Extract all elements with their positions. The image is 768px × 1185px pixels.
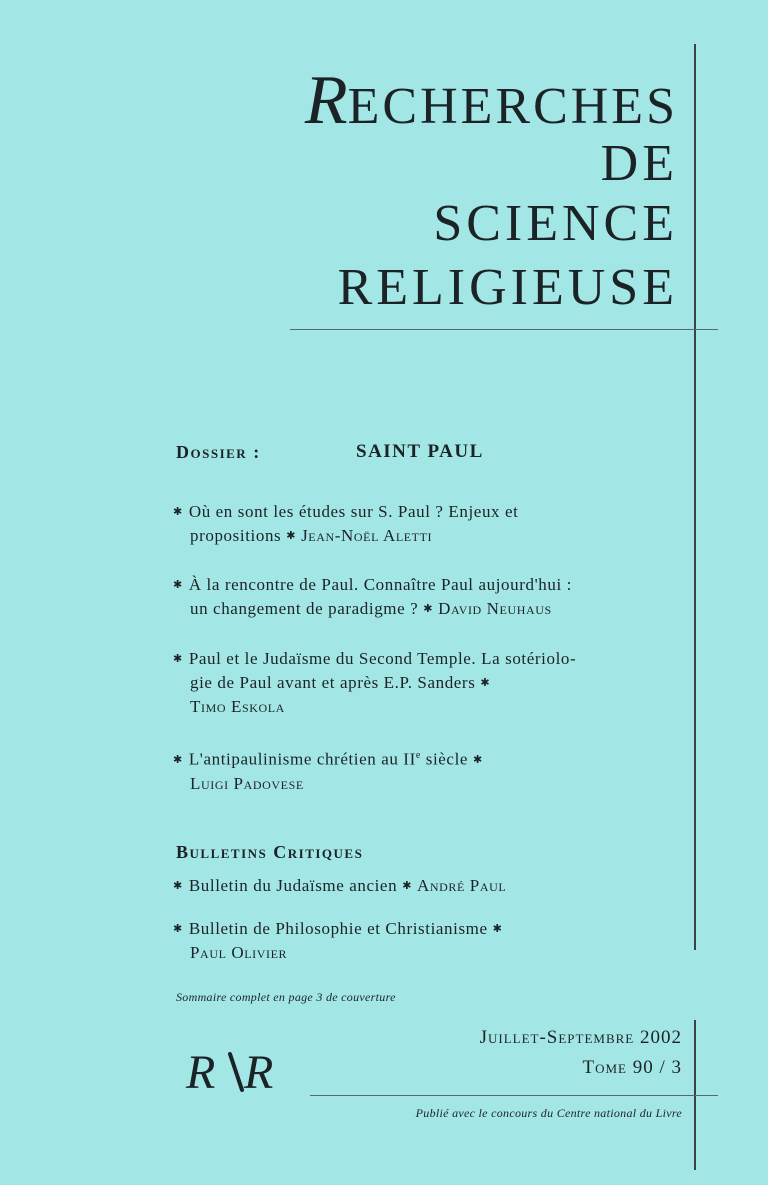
- article-2-line-1: À la rencontre de Paul. Connaître Paul aujourd'hui :: [188, 575, 572, 594]
- star-bullet-icon: ✱: [173, 753, 183, 766]
- svg-text:R: R: [186, 1046, 216, 1099]
- article-1-author: Jean-Noël Aletti: [301, 526, 433, 545]
- article-3-line-2: gie de Paul avant et après E.P. Sanders: [190, 673, 476, 692]
- journal-title-line-1: [304, 62, 678, 139]
- article-2-author: David Neuhaus: [438, 599, 552, 618]
- bulletin-2: [173, 917, 653, 965]
- article-4-line-1-end: siècle: [425, 749, 469, 769]
- article-3-author: Timo Eskola: [190, 697, 285, 716]
- issue-date: Juillet-Septembre 2002: [479, 1027, 682, 1048]
- issue-tome: Tome 90 / 3: [582, 1057, 682, 1078]
- article-2-line-2: un changement de paradigme ?: [190, 599, 419, 618]
- star-bullet-icon: ✱: [173, 923, 183, 935]
- star-bullet-icon: ✱: [173, 506, 183, 518]
- dossier-label: Dossier :: [176, 442, 261, 462]
- journal-title-line-3: SCIENCE: [433, 195, 678, 252]
- star-bullet-icon: ✱: [402, 880, 413, 892]
- star-bullet-icon: ✱: [423, 603, 434, 615]
- title-line-1-rest: ECHERCHES: [347, 78, 678, 135]
- vertical-rule-top: [694, 44, 696, 950]
- issue-underline: [310, 1095, 718, 1096]
- journal-title-line-2: DE: [600, 135, 678, 192]
- article-4-sup: e: [415, 750, 421, 761]
- publisher-note: Publié avec le concours du Centre national du Livre: [415, 1106, 682, 1120]
- bulletin-2-author: Paul Olivier: [190, 943, 288, 962]
- bulletin-2-title: Bulletin de Philosophie et Christianisme: [188, 919, 488, 938]
- svg-text:R: R: [244, 1046, 274, 1099]
- star-bullet-icon: ✱: [473, 753, 483, 766]
- summary-note: Sommaire complet en page 3 de couverture: [176, 990, 396, 1004]
- star-bullet-icon: ✱: [286, 530, 297, 542]
- bulletin-1-title: Bulletin du Judaïsme ancien: [188, 876, 398, 895]
- article-4-author: Luigi Padovese: [190, 773, 304, 793]
- journal-title-line-4: RELIGIEUSE: [337, 259, 678, 316]
- article-1-line-2: propositions: [190, 526, 282, 545]
- star-bullet-icon: ✱: [480, 677, 491, 689]
- article-1-line-1: Où en sont les études sur S. Paul ? Enjeux et: [188, 502, 519, 521]
- rsr-logo: [182, 1040, 312, 1102]
- star-bullet-icon: ✱: [173, 653, 183, 665]
- bulletins-label: Bulletins Critiques: [176, 842, 364, 862]
- article-2: [173, 573, 653, 621]
- star-bullet-icon: ✱: [492, 923, 503, 935]
- article-3-line-1: Paul et le Judaïsme du Second Temple. La sotériolo-: [188, 649, 577, 668]
- article-1: [173, 500, 653, 548]
- dossier-title: SAINT PAUL: [356, 441, 484, 462]
- star-bullet-icon: ✱: [173, 880, 183, 892]
- article-4: [173, 744, 653, 796]
- article-4-line-1: L'antipaulinisme chrétien au II: [188, 749, 416, 769]
- bulletin-1-author: André Paul: [417, 876, 507, 895]
- article-3: [173, 647, 653, 719]
- bulletin-1: [173, 874, 653, 898]
- star-bullet-icon: ✱: [173, 579, 183, 591]
- title-initial: R: [304, 62, 348, 139]
- title-underline: [290, 329, 718, 330]
